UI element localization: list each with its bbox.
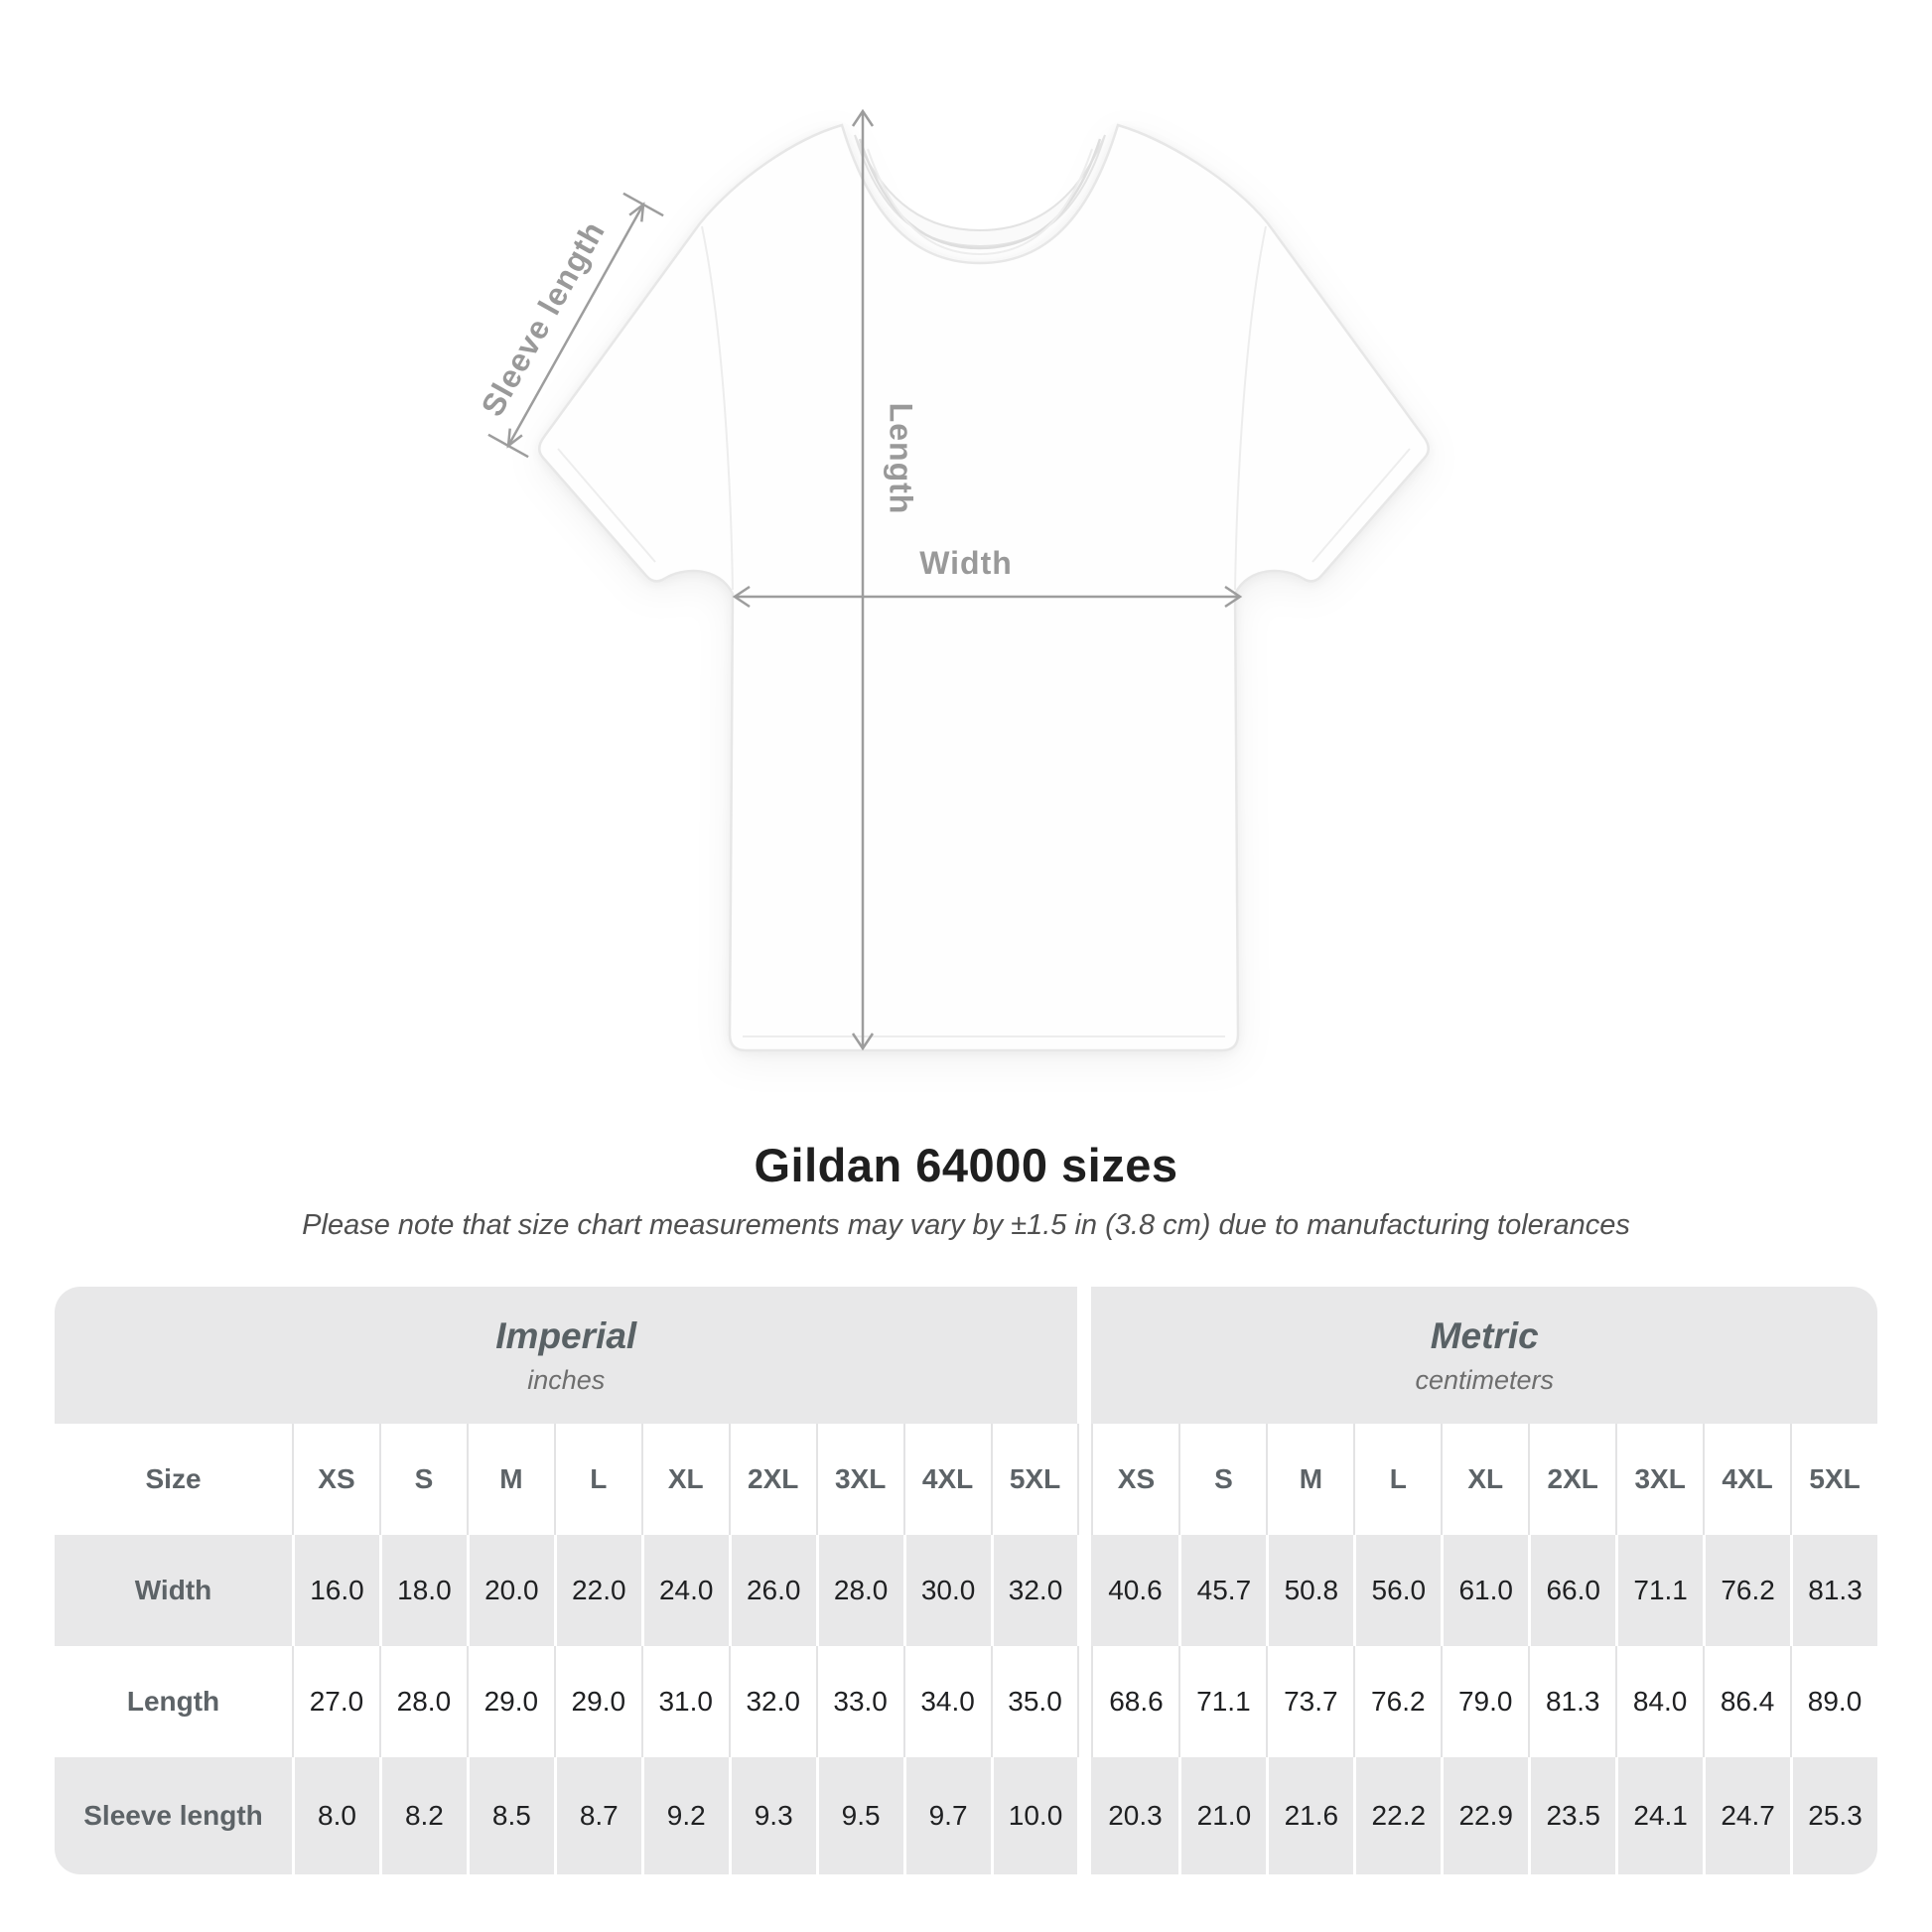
- row-header-size: Size: [145, 1463, 202, 1494]
- size-col-header-xl-metric: XL: [1441, 1424, 1528, 1535]
- size-col-header-4xl-metric: 4XL: [1703, 1424, 1790, 1535]
- metric-unit: centimeters: [1415, 1364, 1555, 1395]
- size-col-header-xl: XL: [641, 1424, 729, 1535]
- length-imperial-xs: 27.0: [292, 1646, 379, 1757]
- length-metric-l: 76.2: [1353, 1646, 1441, 1757]
- group-gap: [1077, 1646, 1091, 1757]
- sleeve-imperial-m: 8.5: [467, 1757, 554, 1874]
- metric-group-header: [1091, 1287, 1877, 1424]
- width-metric-xl: 61.0: [1441, 1535, 1528, 1646]
- group-gap: [1077, 1287, 1091, 1424]
- group-gap: [1077, 1424, 1091, 1535]
- length-imperial-3xl: 33.0: [816, 1646, 903, 1757]
- size-col-header-5xl: 5XL: [991, 1424, 1078, 1535]
- sleeve-metric-xl: 22.9: [1441, 1757, 1528, 1874]
- width-imperial-l: 22.0: [554, 1535, 641, 1646]
- sleeve-imperial-xs: 8.0: [292, 1757, 379, 1874]
- size-col-header-2xl-metric: 2XL: [1528, 1424, 1615, 1535]
- width-metric-2xl: 66.0: [1528, 1535, 1615, 1646]
- size-col-header-xs: XS: [292, 1424, 379, 1535]
- width-imperial-4xl: 30.0: [903, 1535, 991, 1646]
- tolerance-note: Please note that size chart measurements may vary by ±1.5 in (3.8 cm) due to manufacturing tolerances: [302, 1209, 1630, 1241]
- sleeve-metric-5xl: 25.3: [1790, 1757, 1877, 1874]
- sleeve-imperial-3xl: 9.5: [816, 1757, 903, 1874]
- length-imperial-s: 28.0: [379, 1646, 467, 1757]
- size-col-header-3xl-metric: 3XL: [1615, 1424, 1703, 1535]
- length-imperial-xl: 31.0: [641, 1646, 729, 1757]
- row-header-sleeve-length: Sleeve length: [55, 1757, 292, 1874]
- width-imperial-s: 18.0: [379, 1535, 467, 1646]
- group-gap: [1077, 1757, 1091, 1874]
- size-col-header-s: S: [379, 1424, 467, 1535]
- length-imperial-m: 29.0: [467, 1646, 554, 1757]
- tshirt-graphic: [539, 125, 1429, 1050]
- width-imperial-5xl: 32.0: [991, 1535, 1078, 1646]
- length-imperial-5xl: 35.0: [991, 1646, 1078, 1757]
- imperial-label: Imperial: [495, 1314, 637, 1356]
- sleeve-imperial-4xl: 9.7: [903, 1757, 991, 1874]
- length-metric-s: 71.1: [1178, 1646, 1266, 1757]
- sleeve-length-label: Sleeve length: [474, 214, 613, 423]
- sleeve-metric-4xl: 24.7: [1703, 1757, 1790, 1874]
- width-metric-l: 56.0: [1353, 1535, 1441, 1646]
- size-col-header-4xl: 4XL: [903, 1424, 991, 1535]
- sleeve-imperial-2xl: 9.3: [729, 1757, 816, 1874]
- width-imperial-xs: 16.0: [292, 1535, 379, 1646]
- size-col-header-l-metric: L: [1353, 1424, 1441, 1535]
- sleeve-imperial-5xl: 10.0: [991, 1757, 1078, 1874]
- sleeve-imperial-l: 8.7: [554, 1757, 641, 1874]
- length-label: Length: [883, 402, 919, 515]
- size-table: [55, 1287, 1877, 1874]
- sleeve-imperial-xl: 9.2: [641, 1757, 729, 1874]
- length-metric-4xl: 86.4: [1703, 1646, 1790, 1757]
- sleeve-metric-3xl: 24.1: [1615, 1757, 1703, 1874]
- imperial-group-header: [55, 1287, 1077, 1424]
- sleeve-imperial-s: 8.2: [379, 1757, 467, 1874]
- width-metric-4xl: 76.2: [1703, 1535, 1790, 1646]
- width-metric-3xl: 71.1: [1615, 1535, 1703, 1646]
- length-metric-5xl: 89.0: [1790, 1646, 1877, 1757]
- width-metric-s: 45.7: [1178, 1535, 1266, 1646]
- length-metric-xl: 79.0: [1441, 1646, 1528, 1757]
- width-metric-5xl: 81.3: [1790, 1535, 1877, 1646]
- imperial-unit: inches: [527, 1364, 606, 1395]
- length-metric-3xl: 84.0: [1615, 1646, 1703, 1757]
- size-col-header-3xl: 3XL: [816, 1424, 903, 1535]
- size-col-header-l: L: [554, 1424, 641, 1535]
- length-metric-m: 73.7: [1266, 1646, 1353, 1757]
- length-imperial-2xl: 32.0: [729, 1646, 816, 1757]
- size-col-header-5xl-metric: 5XL: [1790, 1424, 1877, 1535]
- sleeve-metric-s: 21.0: [1178, 1757, 1266, 1874]
- size-col-header-s-metric: S: [1178, 1424, 1266, 1535]
- metric-label: Metric: [1430, 1314, 1539, 1356]
- row-header-length: Length: [126, 1686, 220, 1717]
- sleeve-metric-m: 21.6: [1266, 1757, 1353, 1874]
- sleeve-metric-l: 22.2: [1353, 1757, 1441, 1874]
- sleeve-metric-xs: 20.3: [1091, 1757, 1178, 1874]
- width-imperial-3xl: 28.0: [816, 1535, 903, 1646]
- row-header-width: Width: [55, 1535, 292, 1646]
- group-gap: [1077, 1535, 1091, 1646]
- size-col-header-2xl: 2XL: [729, 1424, 816, 1535]
- size-col-header-xs-metric: XS: [1091, 1424, 1178, 1535]
- length-metric-2xl: 81.3: [1528, 1646, 1615, 1757]
- width-label: Width: [919, 545, 1013, 581]
- title-block: [0, 1138, 1932, 1242]
- width-imperial-m: 20.0: [467, 1535, 554, 1646]
- width-metric-m: 50.8: [1266, 1535, 1353, 1646]
- length-imperial-4xl: 34.0: [903, 1646, 991, 1757]
- page-title: Gildan 64000 sizes: [754, 1139, 1178, 1191]
- length-metric-xs: 68.6: [1091, 1646, 1178, 1757]
- sleeve-metric-2xl: 23.5: [1528, 1757, 1615, 1874]
- width-imperial-xl: 24.0: [641, 1535, 729, 1646]
- size-col-header-m-metric: M: [1266, 1424, 1353, 1535]
- size-col-header-m: M: [467, 1424, 554, 1535]
- width-metric-xs: 40.6: [1091, 1535, 1178, 1646]
- length-imperial-l: 29.0: [554, 1646, 641, 1757]
- width-imperial-2xl: 26.0: [729, 1535, 816, 1646]
